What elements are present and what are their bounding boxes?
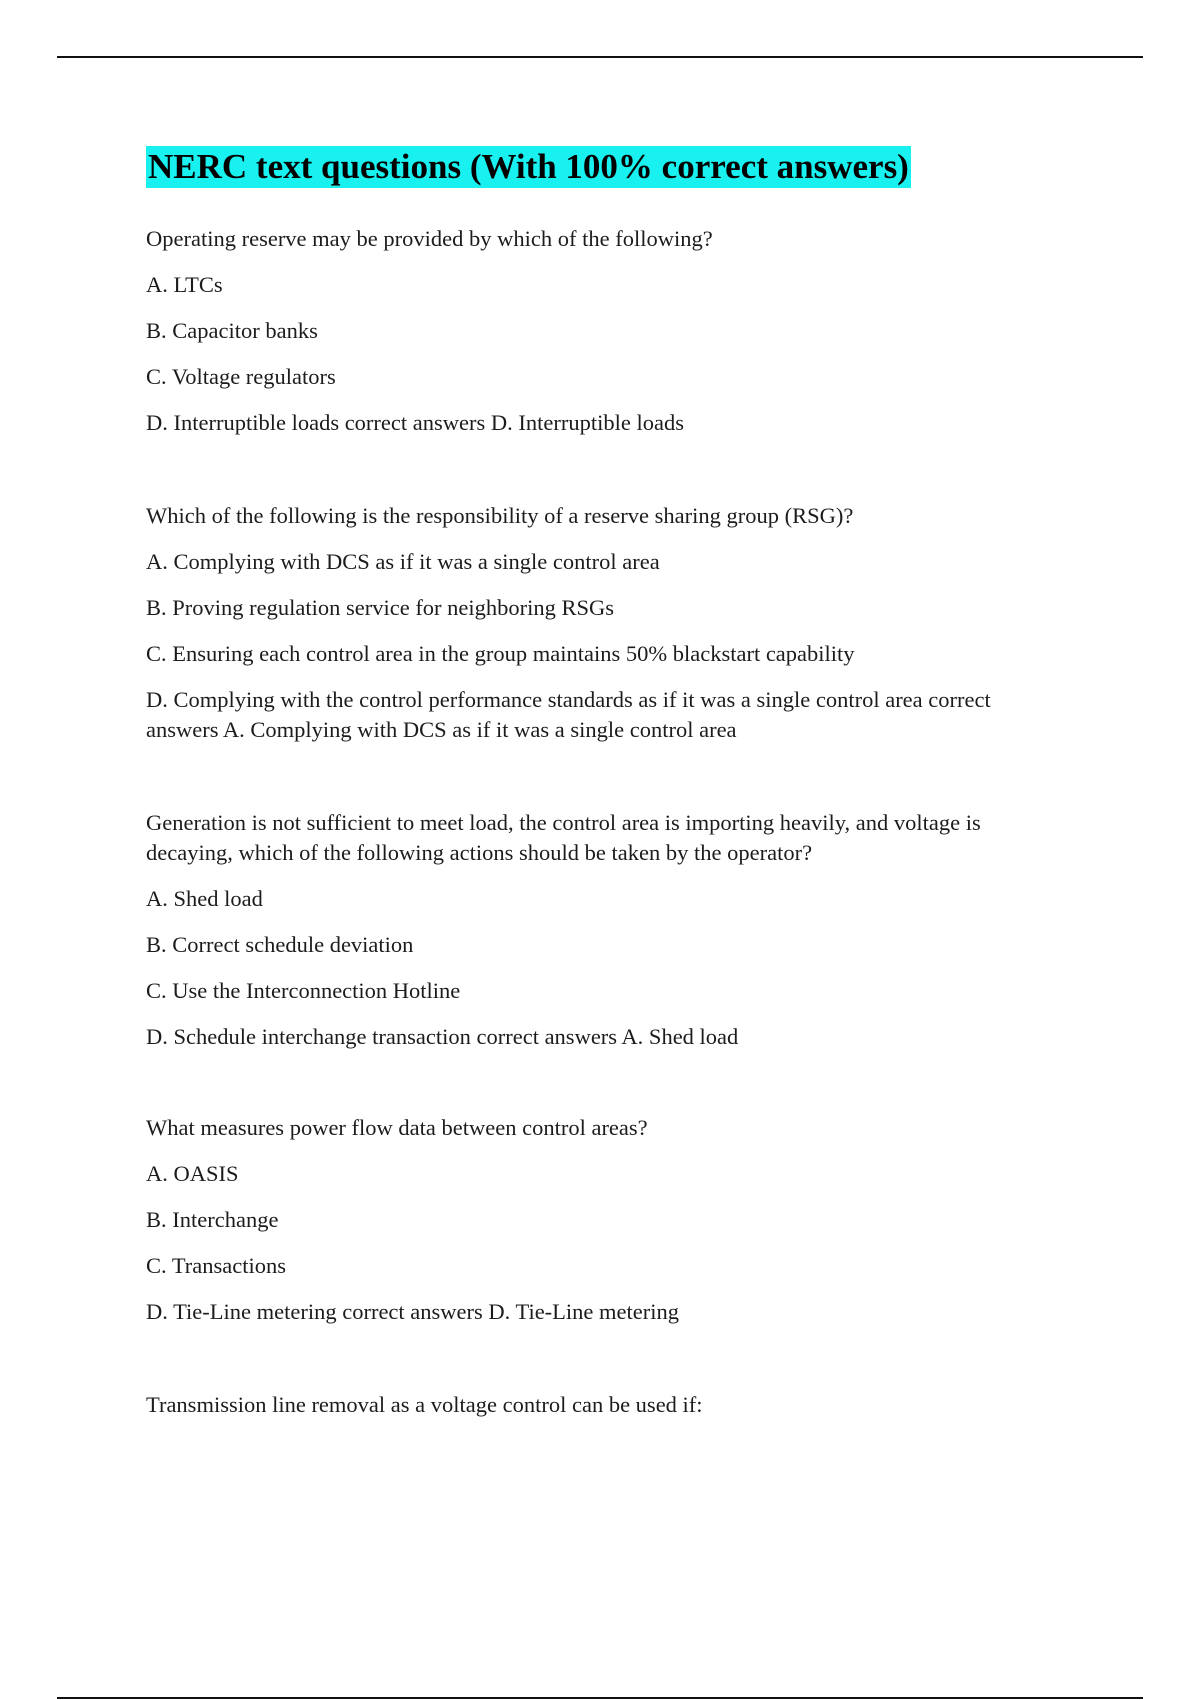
answer-option: D. Complying with the control performance standards as if it was a single control area correct answers A. Complying with DCS as if it was a single control area [146, 687, 991, 742]
question-block-1 [146, 224, 1066, 438]
answer-option: A. Shed load [146, 886, 263, 911]
question-block-3 [146, 808, 1066, 1052]
document-title: NERC text questions (With 100% correct answers) [148, 147, 909, 186]
answer-option: B. Proving regulation service for neighboring RSGs [146, 595, 615, 620]
answer-option: D. Schedule interchange transaction correct answers A. Shed load [146, 1024, 739, 1049]
answer-option: D. Tie-Line metering correct answers D. Tie-Line metering [146, 1299, 680, 1324]
answer-option: C. Use the Interconnection Hotline [146, 978, 461, 1003]
question-text: Generation is not sufficient to meet load, the control area is importing heavily, and voltage is decaying, which of the following actions should be taken by the operator? [146, 810, 981, 865]
question-block-2 [146, 501, 1066, 745]
answer-option: A. Complying with DCS as if it was a single control area [146, 549, 660, 574]
answer-option: D. Interruptible loads correct answers D. Interruptible loads [146, 410, 684, 435]
question-text: Transmission line removal as a voltage control can be used if: [146, 1392, 703, 1417]
answer-option: C. Voltage regulators [146, 364, 336, 389]
document-body [146, 146, 1066, 1436]
top-rule [57, 56, 1143, 58]
bottom-rule [57, 1697, 1143, 1699]
question-text: Operating reserve may be provided by which of the following? [146, 226, 713, 251]
answer-option: C. Transactions [146, 1253, 287, 1278]
answer-option: C. Ensuring each control area in the group maintains 50% blackstart capability [146, 641, 855, 666]
question-text: What measures power flow data between control areas? [146, 1115, 648, 1140]
answer-option: B. Capacitor banks [146, 318, 318, 343]
answer-option: A. LTCs [146, 272, 223, 297]
answer-option: B. Correct schedule deviation [146, 932, 414, 957]
answer-option: B. Interchange [146, 1207, 279, 1232]
question-block-4 [146, 1113, 1066, 1327]
question-block-5 [146, 1390, 1066, 1420]
question-text: Which of the following is the responsibility of a reserve sharing group (RSG)? [146, 503, 854, 528]
answer-option: A. OASIS [146, 1161, 239, 1186]
